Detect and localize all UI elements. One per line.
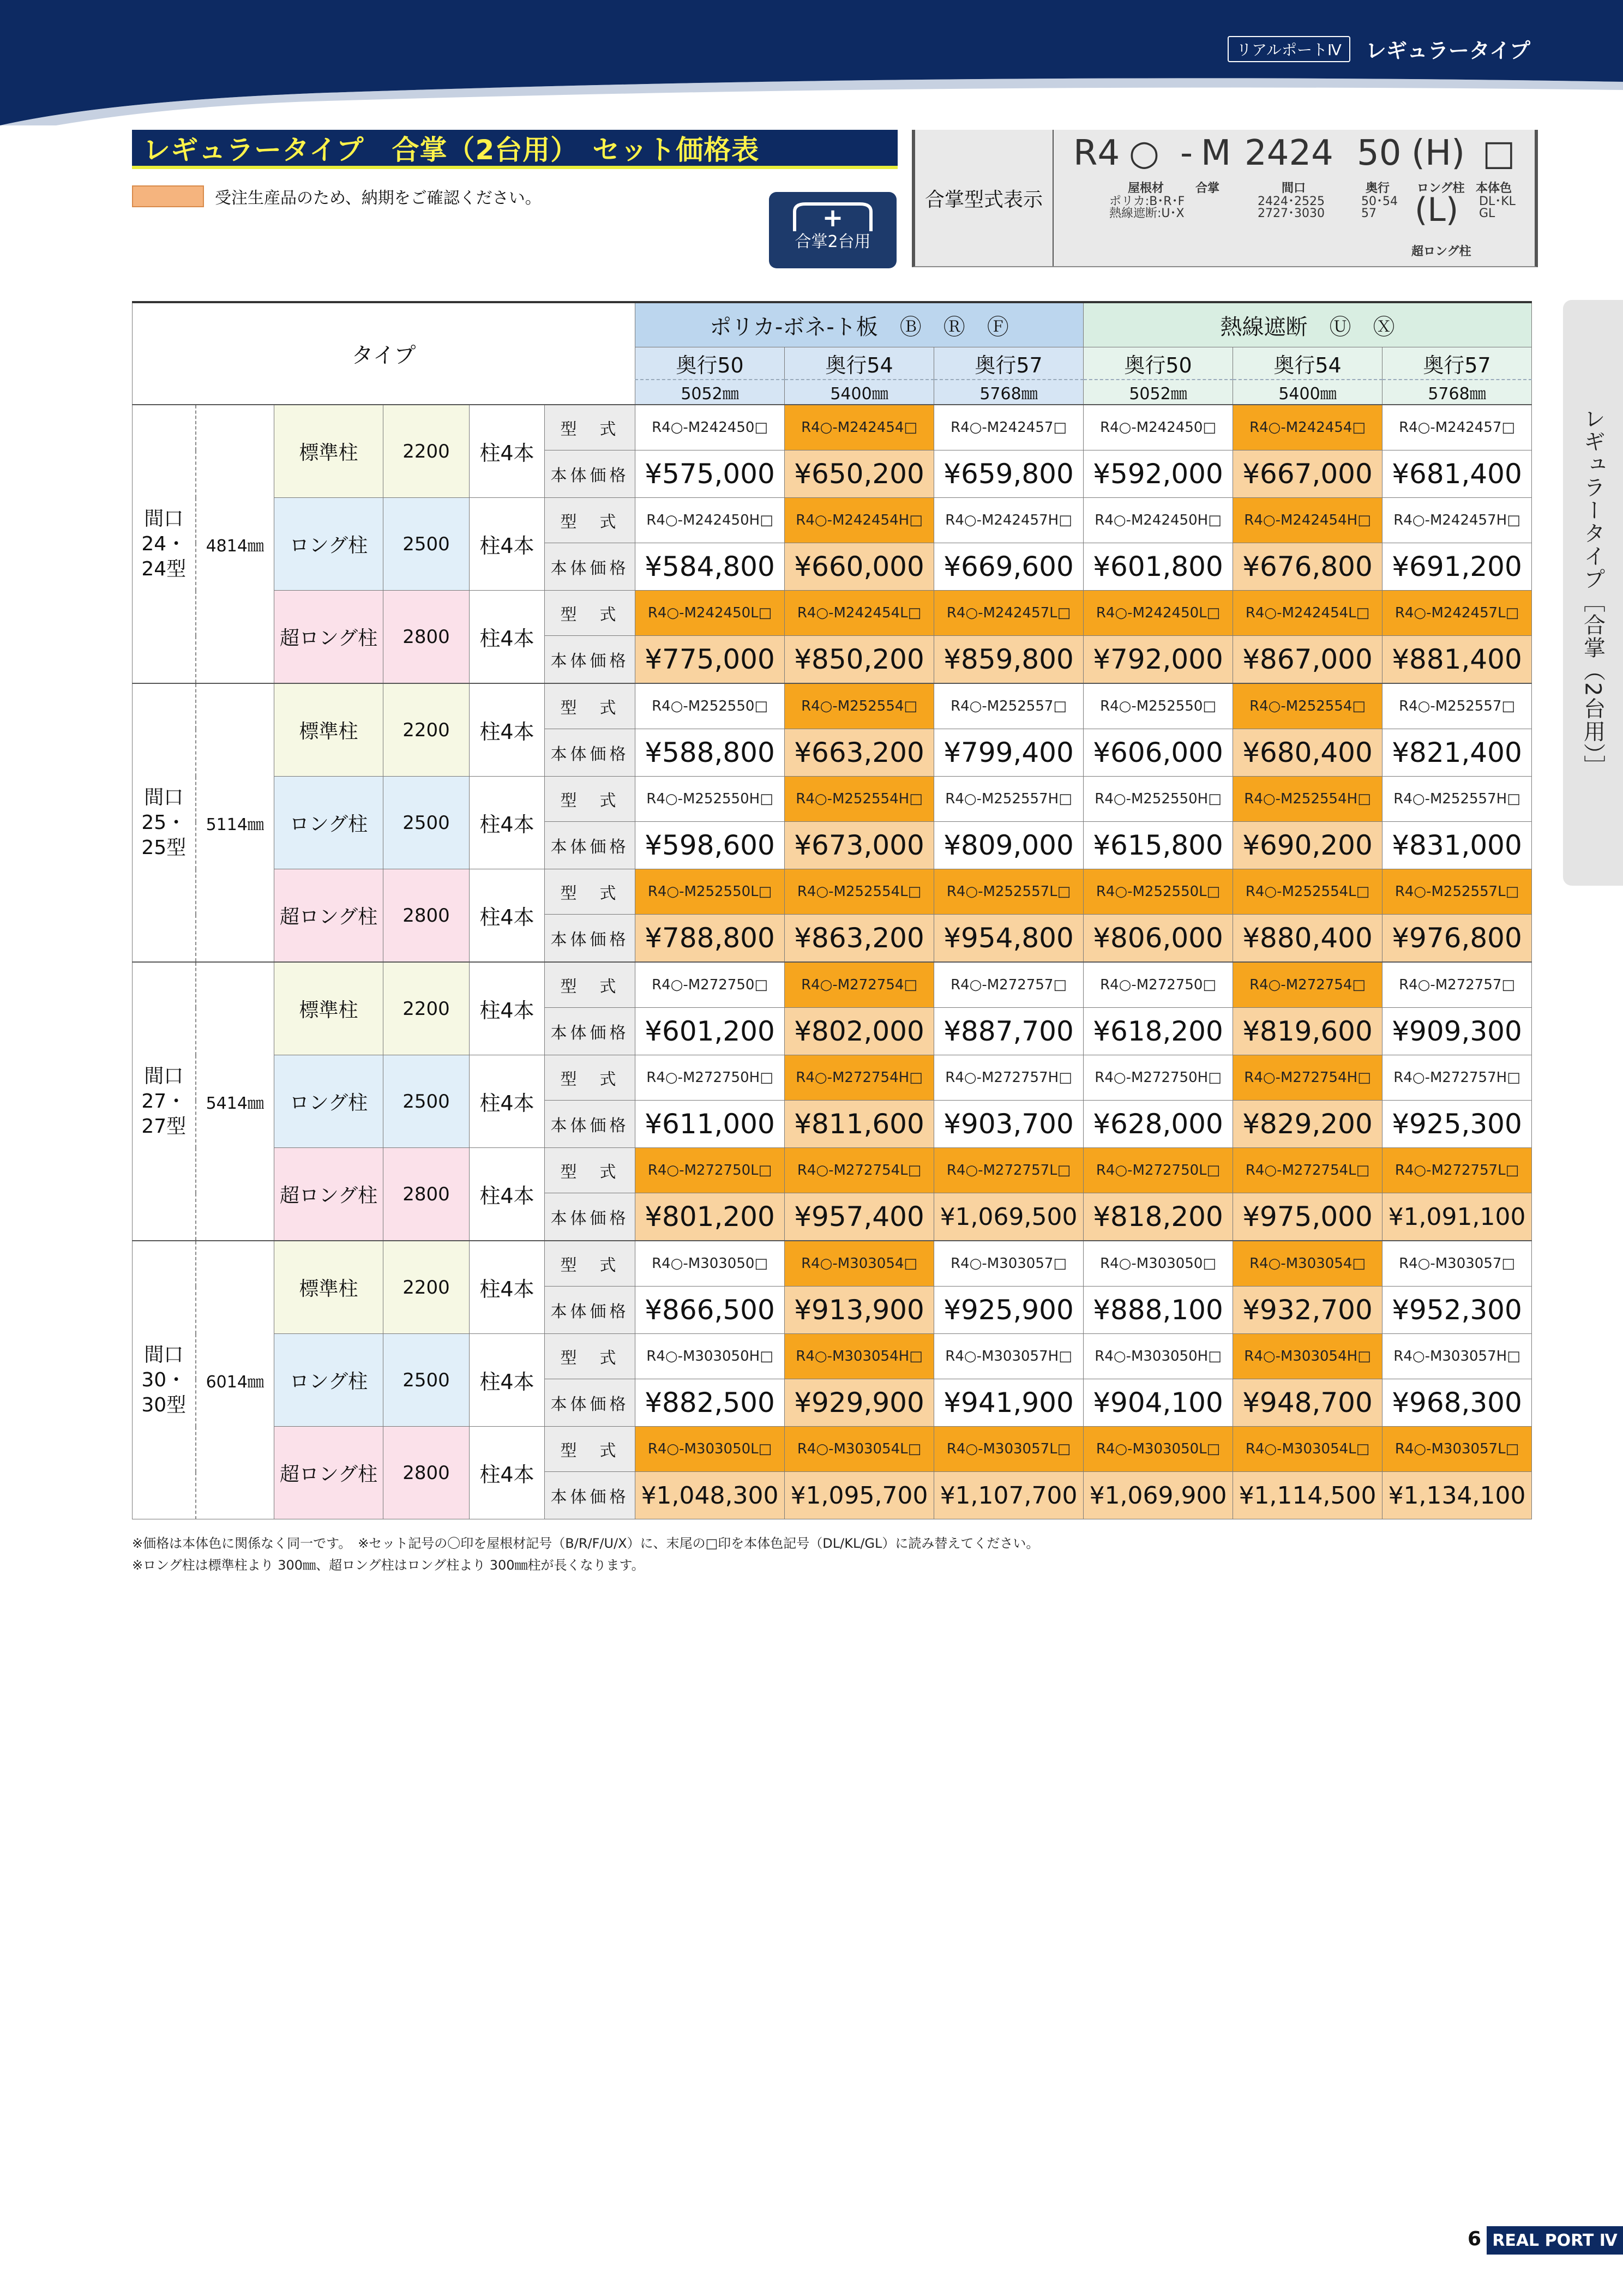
model-code-cell: R4○-M252550H□ — [1084, 777, 1233, 822]
price-cell: ¥903,700 — [934, 1101, 1084, 1148]
model-code-cell: R4○-M272757□ — [1382, 962, 1532, 1008]
table-row — [133, 1334, 1532, 1379]
made-to-order-swatch — [132, 185, 204, 207]
depth-header: 奥行54 — [785, 347, 934, 380]
price-label: 本体価格 — [545, 1193, 635, 1241]
model-code-cell: R4○-M272750H□ — [1084, 1055, 1233, 1101]
plus-icon: + — [822, 203, 844, 232]
post-count: 柱4本 — [470, 1241, 545, 1334]
model-code-cell: R4○-M242450H□ — [1084, 498, 1233, 543]
price-cell: ¥673,000 — [785, 822, 934, 869]
model-label: 型 式 — [545, 1148, 635, 1193]
model-code-cell: R4○-M242450H□ — [635, 498, 785, 543]
price-cell: ¥659,800 — [934, 450, 1084, 498]
post-count: 柱4本 — [470, 777, 545, 869]
post-height: 2800 — [383, 869, 470, 963]
model-code-cell: R4○-M242454L□ — [785, 591, 934, 636]
price-cell: ¥1,095,700 — [785, 1472, 934, 1519]
price-cell: ¥880,400 — [1233, 915, 1382, 963]
price-cell: ¥691,200 — [1382, 543, 1532, 591]
price-cell: ¥615,800 — [1084, 822, 1233, 869]
width-group-line: 27型 — [141, 1115, 187, 1138]
price-cell: ¥598,600 — [635, 822, 785, 869]
post-height: 2800 — [383, 591, 470, 684]
model-code-cell: R4○-M252550□ — [635, 683, 785, 729]
price-cell: ¥601,200 — [635, 1008, 785, 1055]
code-color-detail2: GL — [1479, 207, 1495, 220]
model-code-cell: R4○-M252554L□ — [1233, 869, 1382, 915]
post-height: 2500 — [383, 777, 470, 869]
price-cell: ¥952,300 — [1382, 1287, 1532, 1334]
post-height: 2200 — [383, 962, 470, 1055]
model-label: 型 式 — [545, 1427, 635, 1472]
price-label: 本体価格 — [545, 822, 635, 869]
price-cell: ¥588,800 — [635, 729, 785, 777]
depth-header: 奥行57 — [1382, 347, 1532, 380]
model-label: 型 式 — [545, 683, 635, 729]
model-label: 型 式 — [545, 1334, 635, 1379]
price-cell: ¥788,800 — [635, 915, 785, 963]
price-cell: ¥925,300 — [1382, 1101, 1532, 1148]
code-part-roof: ○ — [1129, 133, 1159, 173]
model-code-cell: R4○-M252554□ — [1233, 683, 1382, 729]
model-code-cell: R4○-M242454L□ — [1233, 591, 1382, 636]
table-row — [133, 498, 1532, 543]
price-cell: ¥859,800 — [934, 636, 1084, 684]
section-title: レギュラータイプ — [1365, 39, 1530, 63]
model-code-cell: R4○-M252554H□ — [785, 777, 934, 822]
table-row — [133, 1427, 1532, 1472]
footnotes — [132, 1532, 1039, 1576]
model-code-cell: R4○-M252557H□ — [1382, 777, 1532, 822]
width-group-line: 30・ — [141, 1368, 187, 1391]
page-title-bar — [132, 130, 898, 169]
code-roof-detail2: 熱線遮断:U･X — [1109, 207, 1185, 220]
price-cell: ¥669,600 — [934, 543, 1084, 591]
price-cell: ¥957,400 — [785, 1193, 934, 1241]
depth-header: 奥行50 — [635, 347, 785, 380]
heat-shield-header: 熱線遮断 Ⓤ Ⓧ — [1084, 302, 1532, 347]
price-cell: ¥1,107,700 — [934, 1472, 1084, 1519]
price-cell: ¥1,069,900 — [1084, 1472, 1233, 1519]
table-row — [133, 1148, 1532, 1193]
price-label: 本体価格 — [545, 636, 635, 684]
post-count: 柱4本 — [470, 683, 545, 777]
badge-label: 合掌2台用 — [795, 232, 871, 251]
brand-label: REAL PORT Ⅳ — [1487, 2226, 1623, 2255]
price-cell: ¥913,900 — [785, 1287, 934, 1334]
table-row — [133, 591, 1532, 636]
price-cell: ¥863,200 — [785, 915, 934, 963]
price-cell: ¥1,091,100 — [1382, 1193, 1532, 1241]
price-cell: ¥618,200 — [1084, 1008, 1233, 1055]
model-code-cell: R4○-M272754H□ — [1233, 1055, 1382, 1101]
depth-header: 奥行57 — [934, 347, 1084, 380]
model-label: 型 式 — [545, 777, 635, 822]
model-label: 型 式 — [545, 1055, 635, 1101]
page-title: レギュラータイプ 合掌（2台用） セット価格表 — [143, 134, 760, 166]
post-height: 2800 — [383, 1148, 470, 1241]
price-cell: ¥650,200 — [785, 450, 934, 498]
model-label: 型 式 — [545, 869, 635, 915]
model-code-cell: R4○-M272757L□ — [1382, 1148, 1532, 1193]
price-label: 本体価格 — [545, 450, 635, 498]
price-cell: ¥887,700 — [934, 1008, 1084, 1055]
price-cell: ¥611,000 — [635, 1101, 785, 1148]
price-label: 本体価格 — [545, 1379, 635, 1427]
width-group-label — [133, 683, 196, 962]
model-code-cell: R4○-M303057L□ — [1382, 1427, 1532, 1472]
table-row — [133, 869, 1532, 915]
post-height: 2200 — [383, 405, 470, 498]
code-depth-detail2: 57 — [1361, 207, 1376, 220]
made-to-order-text: 受注生産品のため、納期をご確認ください。 — [215, 189, 542, 208]
price-cell: ¥660,000 — [785, 543, 934, 591]
price-cell: ¥690,200 — [1233, 822, 1382, 869]
model-code-cell: R4○-M303054L□ — [785, 1427, 934, 1472]
width-group-line: 24型 — [141, 557, 187, 580]
table-row — [133, 683, 1532, 729]
model-code-cell: R4○-M272754□ — [785, 962, 934, 1008]
code-gassho-title: 合掌 — [1195, 182, 1220, 195]
price-cell: ¥680,400 — [1233, 729, 1382, 777]
model-code-cell: R4○-M242457L□ — [934, 591, 1084, 636]
post-type-name: 超ロング柱 — [274, 591, 383, 684]
model-code-cell: R4○-M303054H□ — [785, 1334, 934, 1379]
post-count: 柱4本 — [470, 962, 545, 1055]
model-code-cell: R4○-M272757H□ — [1382, 1055, 1532, 1101]
series-pill: リアルポートⅣ — [1228, 36, 1350, 62]
model-code-cell: R4○-M303057□ — [1382, 1241, 1532, 1287]
code-color-title: 本体色 — [1476, 182, 1512, 195]
code-part-dash: - — [1180, 133, 1193, 173]
post-height: 2200 — [383, 683, 470, 777]
price-cell: ¥831,000 — [1382, 822, 1532, 869]
model-code-cell: R4○-M252550□ — [1084, 683, 1233, 729]
model-code-cell: R4○-M303050L□ — [635, 1427, 785, 1472]
model-code-cell: R4○-M272757L□ — [934, 1148, 1084, 1193]
post-type-name: 超ロング柱 — [274, 1148, 383, 1241]
price-label: 本体価格 — [545, 1287, 635, 1334]
post-height: 2200 — [383, 1241, 470, 1334]
code-part-color: □ — [1482, 133, 1516, 173]
post-type-name: 標準柱 — [274, 683, 383, 777]
model-code-cell: R4○-M272757H□ — [934, 1055, 1084, 1101]
table-row — [133, 962, 1532, 1008]
model-code-cell: R4○-M252557L□ — [934, 869, 1084, 915]
model-code-cell: R4○-M252550L□ — [635, 869, 785, 915]
width-mm: 6014㎜ — [196, 1241, 274, 1519]
model-code-cell: R4○-M242450L□ — [1084, 591, 1233, 636]
code-width-detail2: 2727･3030 — [1258, 207, 1325, 220]
price-cell: ¥882,500 — [635, 1379, 785, 1427]
model-code-cell: R4○-M303057H□ — [1382, 1334, 1532, 1379]
depth-mm: 5400㎜ — [785, 380, 934, 405]
width-group-line: 間口 — [144, 1343, 184, 1366]
width-group-line: 24・ — [141, 532, 187, 555]
model-label: 型 式 — [545, 591, 635, 636]
price-label: 本体価格 — [545, 1008, 635, 1055]
width-group-label — [133, 405, 196, 683]
price-cell: ¥584,800 — [635, 543, 785, 591]
code-part-r4: R4 — [1073, 133, 1120, 173]
model-code-cell: R4○-M303050L□ — [1084, 1427, 1233, 1472]
model-code-cell: R4○-M303057H□ — [934, 1334, 1084, 1379]
model-code-cell: R4○-M242450□ — [1084, 405, 1233, 450]
model-code-cell: R4○-M252557□ — [1382, 683, 1532, 729]
model-code-cell: R4○-M242454□ — [1233, 405, 1382, 450]
price-cell: ¥663,200 — [785, 729, 934, 777]
side-index-tab[interactable]: レギュラータイプ［合掌（2台用）］ — [1563, 300, 1623, 886]
model-code-cell: R4○-M242454H□ — [1233, 498, 1382, 543]
price-cell: ¥575,000 — [635, 450, 785, 498]
depth-header: 奥行54 — [1233, 347, 1382, 380]
polycarbonate-header: ポリカ-ボネ-ト板 Ⓑ Ⓡ Ⓕ — [635, 302, 1084, 347]
model-code-cell: R4○-M303050H□ — [1084, 1334, 1233, 1379]
price-cell: ¥881,400 — [1382, 636, 1532, 684]
model-code-cell: R4○-M242457□ — [934, 405, 1084, 450]
model-code-cell: R4○-M272754H□ — [785, 1055, 934, 1101]
post-type-name: ロング柱 — [274, 498, 383, 591]
price-cell: ¥975,000 — [1233, 1193, 1382, 1241]
price-cell: ¥801,200 — [635, 1193, 785, 1241]
code-depth-title: 奥行 — [1366, 182, 1390, 195]
code-long-title: ロング柱 — [1417, 182, 1465, 195]
price-label: 本体価格 — [545, 1472, 635, 1519]
model-code-cell: R4○-M242457H□ — [1382, 498, 1532, 543]
model-code-cell: R4○-M252554□ — [785, 683, 934, 729]
price-cell: ¥811,600 — [785, 1101, 934, 1148]
depth-mm: 5052㎜ — [1084, 380, 1233, 405]
price-cell: ¥606,000 — [1084, 729, 1233, 777]
model-code-cell: R4○-M242454H□ — [785, 498, 934, 543]
model-code-cell: R4○-M272754□ — [1233, 962, 1382, 1008]
price-cell: ¥681,400 — [1382, 450, 1532, 498]
depth-mm: 5400㎜ — [1233, 380, 1382, 405]
table-row — [133, 405, 1532, 450]
price-cell: ¥1,114,500 — [1233, 1472, 1382, 1519]
code-xl-title: 超ロング柱 — [1411, 245, 1471, 259]
post-count: 柱4本 — [470, 1148, 545, 1241]
model-code-cell: R4○-M252557□ — [934, 683, 1084, 729]
width-group-line: 25・ — [141, 811, 187, 834]
price-cell: ¥1,069,500 — [934, 1193, 1084, 1241]
price-cell: ¥909,300 — [1382, 1008, 1532, 1055]
width-group-line: 27・ — [141, 1090, 187, 1113]
width-mm: 5114㎜ — [196, 683, 274, 962]
model-code-cell: R4○-M303050□ — [635, 1241, 785, 1287]
post-count: 柱4本 — [470, 869, 545, 963]
price-cell: ¥806,000 — [1084, 915, 1233, 963]
price-label: 本体価格 — [545, 729, 635, 777]
post-type-name: 標準柱 — [274, 405, 383, 498]
depth-header: 奥行50 — [1084, 347, 1233, 380]
model-code-cell: R4○-M252557H□ — [934, 777, 1084, 822]
post-count: 柱4本 — [470, 498, 545, 591]
model-code-cell: R4○-M252550L□ — [1084, 869, 1233, 915]
code-legend-label: 合掌型式表示 — [915, 130, 1054, 266]
price-cell: ¥976,800 — [1382, 915, 1532, 963]
price-cell: ¥819,600 — [1233, 1008, 1382, 1055]
footnote: ※ロング柱は標準柱より 300㎜、超ロング柱はロング柱より 300㎜柱が長くなります。 — [132, 1558, 645, 1573]
price-cell: ¥904,100 — [1084, 1379, 1233, 1427]
model-label: 型 式 — [545, 405, 635, 450]
model-code-cell: R4○-M242450□ — [635, 405, 785, 450]
price-cell: ¥968,300 — [1382, 1379, 1532, 1427]
price-cell: ¥1,048,300 — [635, 1472, 785, 1519]
width-mm: 4814㎜ — [196, 405, 274, 683]
breadcrumb — [1228, 34, 1530, 64]
price-cell: ¥929,900 — [785, 1379, 934, 1427]
made-to-order-note — [132, 184, 542, 208]
model-code-cell: R4○-M252554H□ — [1233, 777, 1382, 822]
post-type-name: 標準柱 — [274, 1241, 383, 1334]
price-cell: ¥676,800 — [1233, 543, 1382, 591]
price-label: 本体価格 — [545, 543, 635, 591]
model-code-cell: R4○-M242450L□ — [635, 591, 785, 636]
code-width-detail1: 2424･2525 — [1258, 195, 1325, 208]
model-code-cell: R4○-M242457H□ — [934, 498, 1084, 543]
price-cell: ¥850,200 — [785, 636, 934, 684]
model-code-cell: R4○-M272750L□ — [635, 1148, 785, 1193]
price-cell: ¥866,500 — [635, 1287, 785, 1334]
model-code-cell: R4○-M242457□ — [1382, 405, 1532, 450]
price-cell: ¥941,900 — [934, 1379, 1084, 1427]
model-label: 型 式 — [545, 498, 635, 543]
model-code-cell: R4○-M303050□ — [1084, 1241, 1233, 1287]
model-code-cell: R4○-M272757□ — [934, 962, 1084, 1008]
price-cell: ¥925,900 — [934, 1287, 1084, 1334]
post-count: 柱4本 — [470, 405, 545, 498]
price-cell: ¥667,000 — [1233, 450, 1382, 498]
post-type-name: 超ロング柱 — [274, 1427, 383, 1519]
gassho-badge — [769, 192, 897, 268]
model-code-cell: R4○-M252554L□ — [785, 869, 934, 915]
code-part-m: M — [1201, 133, 1231, 173]
table-row — [133, 1241, 1532, 1287]
model-code-cell: R4○-M272750L□ — [1084, 1148, 1233, 1193]
code-part-width: 2424 — [1245, 133, 1333, 173]
width-group-line: 25型 — [141, 836, 187, 859]
code-color-detail1: DL･KL — [1479, 195, 1516, 208]
price-cell: ¥802,000 — [785, 1008, 934, 1055]
post-height: 2500 — [383, 498, 470, 591]
post-type-name: 超ロング柱 — [274, 869, 383, 963]
model-code-cell: R4○-M272750□ — [635, 962, 785, 1008]
price-cell: ¥628,000 — [1084, 1101, 1233, 1148]
model-code-cell: R4○-M252550H□ — [635, 777, 785, 822]
width-group-line: 30型 — [141, 1393, 187, 1416]
depth-mm: 5768㎜ — [1382, 380, 1532, 405]
post-type-name: ロング柱 — [274, 1055, 383, 1148]
model-code-cell: R4○-M272754L□ — [1233, 1148, 1382, 1193]
post-count: 柱4本 — [470, 1055, 545, 1148]
code-part-long: (H) — [1411, 133, 1465, 173]
code-roof-title: 屋根材 — [1128, 182, 1164, 195]
price-cell: ¥775,000 — [635, 636, 785, 684]
model-code-cell: R4○-M303054□ — [785, 1241, 934, 1287]
post-height: 2500 — [383, 1334, 470, 1427]
model-code-cell: R4○-M303050H□ — [635, 1334, 785, 1379]
price-cell: ¥954,800 — [934, 915, 1084, 963]
depth-mm: 5052㎜ — [635, 380, 785, 405]
model-code-cell: R4○-M252557L□ — [1382, 869, 1532, 915]
price-cell: ¥792,000 — [1084, 636, 1233, 684]
price-cell: ¥867,000 — [1233, 636, 1382, 684]
code-depth-detail1: 50･54 — [1361, 195, 1398, 208]
model-code-cell: R4○-M303054H□ — [1233, 1334, 1382, 1379]
width-group-line: 間口 — [144, 507, 184, 530]
model-code-cell: R4○-M242457L□ — [1382, 591, 1532, 636]
price-label: 本体価格 — [545, 1101, 635, 1148]
price-label: 本体価格 — [545, 915, 635, 963]
model-label: 型 式 — [545, 962, 635, 1008]
post-type-name: ロング柱 — [274, 777, 383, 869]
model-code-cell: R4○-M303057L□ — [934, 1427, 1084, 1472]
price-cell: ¥948,700 — [1233, 1379, 1382, 1427]
post-type-name: ロング柱 — [274, 1334, 383, 1427]
model-code-cell: R4○-M272750□ — [1084, 962, 1233, 1008]
post-count: 柱4本 — [470, 591, 545, 684]
width-group-label — [133, 1241, 196, 1519]
model-code-legend — [912, 130, 1538, 267]
price-cell: ¥932,700 — [1233, 1287, 1382, 1334]
width-group-line: 間口 — [144, 786, 184, 809]
depth-mm: 5768㎜ — [934, 380, 1084, 405]
page-number: 6 — [1467, 2228, 1481, 2250]
post-type-name: 標準柱 — [274, 962, 383, 1055]
model-code-cell: R4○-M303054L□ — [1233, 1427, 1382, 1472]
price-cell: ¥601,800 — [1084, 543, 1233, 591]
code-width-title: 間口 — [1282, 182, 1306, 195]
post-count: 柱4本 — [470, 1334, 545, 1427]
price-cell: ¥829,200 — [1233, 1101, 1382, 1148]
model-code-cell: R4○-M242454□ — [785, 405, 934, 450]
table-row — [133, 1055, 1532, 1101]
price-cell: ¥592,000 — [1084, 450, 1233, 498]
post-height: 2500 — [383, 1055, 470, 1148]
price-cell: ¥818,200 — [1084, 1193, 1233, 1241]
price-table — [132, 301, 1532, 1519]
model-label: 型 式 — [545, 1241, 635, 1287]
footnote: ※価格は本体色に関係なく同一です。 ※セット記号の〇印を屋根材記号（B/R/F/U/X）に、末尾の□印を本体色記号（DL/KL/GL）に読み替えてください。 — [132, 1536, 1039, 1551]
width-group-label — [133, 962, 196, 1241]
post-height: 2800 — [383, 1427, 470, 1519]
price-cell: ¥888,100 — [1084, 1287, 1233, 1334]
model-code-cell: R4○-M272754L□ — [785, 1148, 934, 1193]
width-group-line: 間口 — [144, 1065, 184, 1087]
width-mm: 5414㎜ — [196, 962, 274, 1241]
code-roof-detail1: ポリカ:B･R･F — [1109, 195, 1185, 208]
price-cell: ¥809,000 — [934, 822, 1084, 869]
price-cell: ¥821,400 — [1382, 729, 1532, 777]
type-header: タイプ — [133, 302, 635, 405]
model-code-cell: R4○-M303057□ — [934, 1241, 1084, 1287]
code-part-depth: 50 — [1357, 133, 1402, 173]
table-row — [133, 777, 1532, 822]
code-part-xl: (L) — [1415, 191, 1459, 229]
model-code-cell: R4○-M303054□ — [1233, 1241, 1382, 1287]
price-cell: ¥799,400 — [934, 729, 1084, 777]
post-count: 柱4本 — [470, 1427, 545, 1519]
price-cell: ¥1,134,100 — [1382, 1472, 1532, 1519]
model-code-cell: R4○-M272750H□ — [635, 1055, 785, 1101]
